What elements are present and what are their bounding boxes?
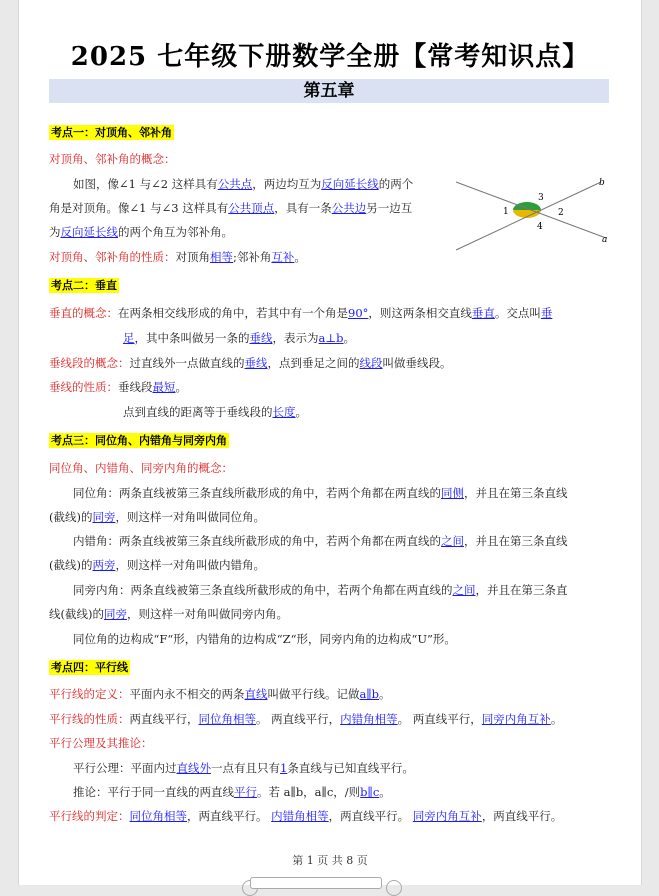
label-1: 1 <box>503 207 509 217</box>
section3-line3: 内错角：两条直线被第三条直线所截形成的角中，若两个角都在两直线的之间，并且在第三条直线 <box>73 534 568 548</box>
page-title: 2025 七年级下册数学全册【常考知识点】 <box>70 42 590 72</box>
label-3: 3 <box>538 193 544 203</box>
section1-property: 对顶角、邻补角的性质：对顶角相等;邻补角互补。 <box>49 250 306 264</box>
zoom-in-button[interactable] <box>386 880 402 896</box>
section2-distance: 点到直线的距离等于垂线段的长度。 <box>123 405 307 419</box>
label-2: 2 <box>558 208 564 218</box>
section1-concept-label: 对顶角、邻补角的概念： <box>49 152 176 166</box>
section4-property: 平行线的性质：两直线平行，同位角相等。 两直线平行，内错角相等。 两直线平行，同旁内角互补。 <box>49 712 563 726</box>
section4-heading: 考点四：平行线 <box>51 661 128 674</box>
section1-line2: 角是对顶角。像∠1 与∠3 这样具有公共顶点，具有一条公共边另一边互 <box>49 201 413 215</box>
section4-definition: 平行线的定义：平面内永不相交的两条直线叫做平行线。记做a∥b。 <box>49 687 391 701</box>
document-page <box>18 0 642 885</box>
section2-property: 垂线的性质：垂线段最短。 <box>49 380 187 394</box>
section4-judgment: 平行线的判定：同位角相等，两直线平行。 内错角相等，两直线平行。 同旁内角互补，两直线平行。 <box>49 809 563 823</box>
section4-axiom: 平行公理：平面内过直线外一点有且只有1条直线与已知直线平行。 <box>73 761 414 775</box>
section3-heading: 考点三：同位角、内错角与同旁内角 <box>51 434 227 447</box>
section3-line6: 线(截线)的同旁，则这样一对角叫做同旁内角。 <box>49 607 288 621</box>
label-b: b <box>599 178 605 188</box>
line-b <box>456 182 601 250</box>
section2-heading: 考点二：垂直 <box>51 279 117 292</box>
section1-line1: 如图，像∠1 与∠2 这样具有公共点，两边均互为反向延长线的两个 <box>73 177 414 191</box>
label-a: a <box>602 235 608 245</box>
section3-line7: 同位角的边构成“F“形，内错角的边构成“Z“形，同旁内角的边构成“U”形。 <box>73 632 456 646</box>
section4-axiom-label: 平行公理及其推论： <box>49 736 153 750</box>
section2-concept-cont: 足，其中条叫做另一条的垂线，表示为a⊥b。 <box>123 331 356 345</box>
section4-corollary: 推论：平行于同一直线的两直线平行。若 a∥b，a∥c，/则b∥c。 <box>73 785 391 799</box>
section3-line1: 同位角：两条直线被第三条直线所截形成的角中，若两个角都在两直线的同侧，并且在第三条直线 <box>73 486 568 500</box>
section3-line5: 同旁内角：两条直线被第三条直线所截形成的角中，若两个角都在两直线的之间，并且在第三条直 <box>73 583 568 597</box>
section1-heading: 考点一：对顶角、邻补角 <box>51 126 172 139</box>
section3-line2: (截线)的同旁，则这样一对角叫做同位角。 <box>49 510 265 524</box>
section3-line4: (截线)的两旁，则这样一对角叫做内错角。 <box>49 558 265 572</box>
page-toolbar[interactable] <box>250 877 382 889</box>
chapter-heading: 第五章 <box>49 79 609 103</box>
section1-line3: 为反向延长线的两个角互为邻补角。 <box>49 225 233 239</box>
angle-figure <box>451 168 611 260</box>
section3-concept-label: 同位角、内错角、同旁内角的概念： <box>49 461 233 475</box>
section2-segment: 垂线段的概念：过直线外一点做直线的垂线，点到垂足之间的线段叫做垂线段。 <box>49 356 452 370</box>
label-4: 4 <box>537 222 543 232</box>
section2-concept: 垂直的概念：在两条相交线形成的角中，若其中有一个角是90°，则这两条相交直线垂直。交点叫垂 <box>49 306 553 320</box>
page-footer: 第 1 页 共 8 页 <box>292 854 368 867</box>
